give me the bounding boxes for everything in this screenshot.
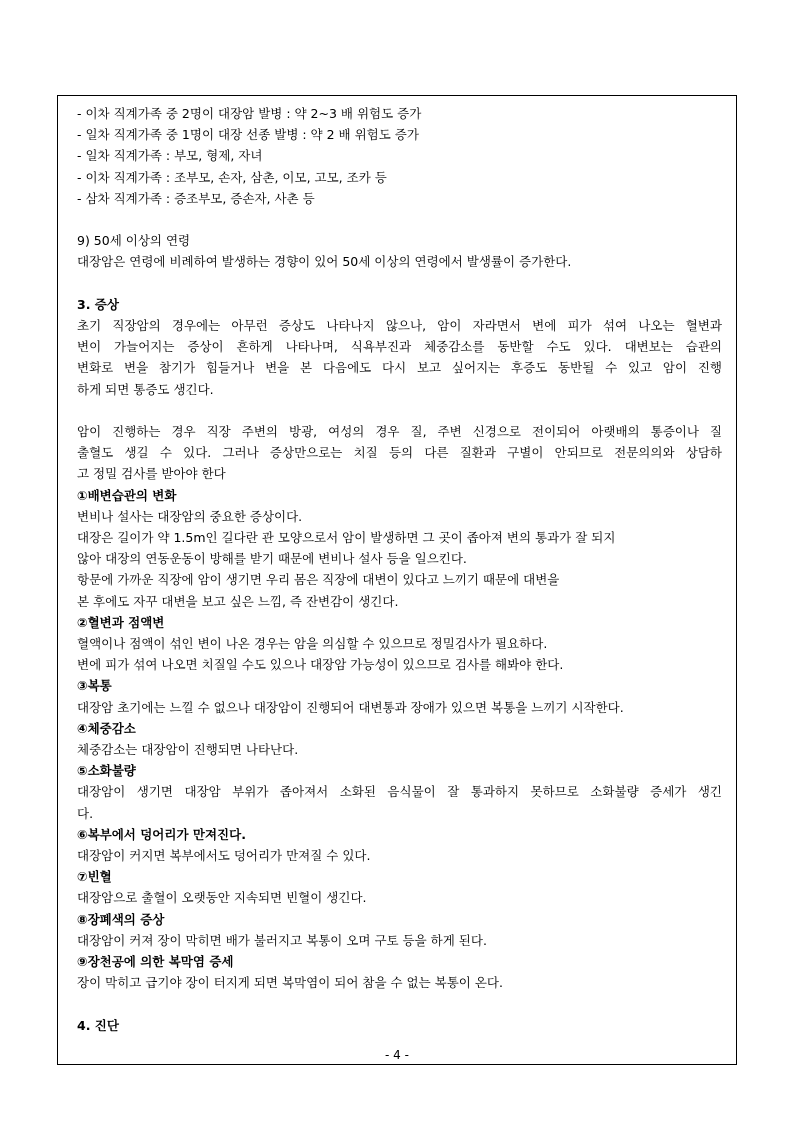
age-heading: 9) 50세 이상의 연령 [77,233,191,249]
symptom-line: 체중감소는 대장암이 진행되면 나타난다. [77,742,299,758]
symptom-line: 않아 대장의 연동운동이 방해를 받기 때문에 변비나 설사 등을 일으킨다. [77,551,467,567]
symptom-title: ⑤소화불량 [77,763,136,779]
symptoms-para1-line: 초기 직장암의 경우에는 아무런 증상도 나타나지 않으나, 암이 자라면서 변에 피가 섞여 나오는 혈변과 [77,318,722,333]
symptom-title: ④체중감소 [77,720,136,736]
symptom-line: 본 후에도 자꾸 대변을 보고 싶은 느낌, 즉 잔변감이 생긴다. [77,593,399,609]
symptoms-para1-line: 변화로 변을 참기가 힘들거나 변을 본 다음에도 다시 보고 싶어지는 후증도 동반될 수 있고 암이 진행 [77,360,722,376]
symptom-line: 대장암이 커지면 복부에서도 덩어리가 만져질 수 있다. [77,848,371,864]
symptom-title: ②혈변과 점액변 [77,614,165,630]
symptom-title: ⑨장천공에 의한 복막염 증세 [77,954,234,970]
symptom-title: ①배변습관의 변화 [77,487,177,503]
risk-item: - 삼차 직계가족 : 증조부모, 증손자, 사촌 등 [77,190,315,206]
diagnosis-heading: 4. 진단 [77,1017,119,1033]
symptom-line: 대장암이 생기면 대장암 부위가 좁아져서 소화된 음식물이 잘 통과하지 못하므로 소화불량 증세가 생긴 [77,784,722,800]
symptom-line: 대장암 초기에는 느낄 수 없으나 대장암이 진행되어 대변통과 장애가 있으면 복통을 느끼기 시작한다. [77,699,624,715]
spacer [77,209,722,230]
symptom-title: ⑥복부에서 덩어리가 만져진다. [77,826,246,842]
symptom-line: 다. [77,805,94,821]
symptoms-para2-line: 출혈도 생길 수 있다. 그러나 증상만으로는 치질 등의 다른 질환과 구별이 안되므로 전문의의와 상담하 [77,445,722,461]
symptoms-para1-line: 변이 가늘어지는 증상이 흔하게 나타나며, 식욕부진과 체중감소를 동반할 수도 있다. 대변보는 습관의 [77,339,722,355]
symptom-line: 대장은 길이가 약 1.5m인 길다란 관 모양으로서 암이 발생하면 그 곳이 좁아져 변의 통과가 잘 되지 [77,530,616,546]
spacer [77,273,722,294]
symptom-title: ⑧장폐색의 증상 [77,911,165,927]
symptom-line: 변에 피가 섞여 나오면 치질일 수도 있으나 대장암 가능성이 있으므로 검사를 해봐야 한다. [77,657,564,673]
symptoms-heading: 3. 증상 [77,296,119,312]
symptoms-para1-line: 하게 되면 통증도 생긴다. [77,381,214,397]
symptom-line: 항문에 가까운 직장에 암이 생기면 우리 몸은 직장에 대변이 있다고 느끼기 때문에 대변을 [77,572,560,588]
spacer [77,400,722,421]
symptom-title: ⑦빈혈 [77,869,112,885]
symptoms-para2-line: 암이 진행하는 경우 직장 주변의 방광, 여성의 경우 질, 주변 신경으로 전이되어 아랫배의 통증이나 질 [77,424,722,439]
symptoms-para2-line: 고 정밀 검사를 받아야 한다 [77,466,226,482]
spacer [77,993,722,1014]
risk-item: - 이차 직계가족 중 2명이 대장암 발병 : 약 2~3 배 위험도 증가 [77,106,422,121]
risk-item: - 일차 직계가족 중 1명이 대장 선종 발병 : 약 2 배 위험도 증가 [77,127,419,143]
symptom-line: 대장암이 커져 장이 막히면 배가 불러지고 복통이 오며 구토 등을 하게 된다. [77,932,487,948]
risk-item: - 일차 직계가족 : 부모, 형제, 자녀 [77,148,263,164]
document-body [77,103,722,1036]
risk-item: - 이차 직계가족 : 조부모, 손자, 삼촌, 이모, 고모, 조카 등 [77,169,387,185]
symptom-line: 변비나 설사는 대장암의 중요한 증상이다. [77,508,303,524]
symptom-title: ③복통 [77,678,112,694]
page-number: - 4 - [385,1048,409,1062]
symptom-line: 장이 막히고 급기야 장이 터지게 되면 복막염이 되어 참을 수 없는 복통이 온다. [77,975,503,991]
symptom-line: 대장암으로 출혈이 오랫동안 지속되면 빈혈이 생긴다. [77,890,367,906]
symptom-line: 혈액이나 점액이 섞인 변이 나온 경우는 암을 의심할 수 있으므로 정밀검사가 필요하다. [77,636,548,652]
age-text: 대장암은 연령에 비례하여 발생하는 경향이 있어 50세 이상의 연령에서 발생률이 증가한다. [77,254,572,270]
